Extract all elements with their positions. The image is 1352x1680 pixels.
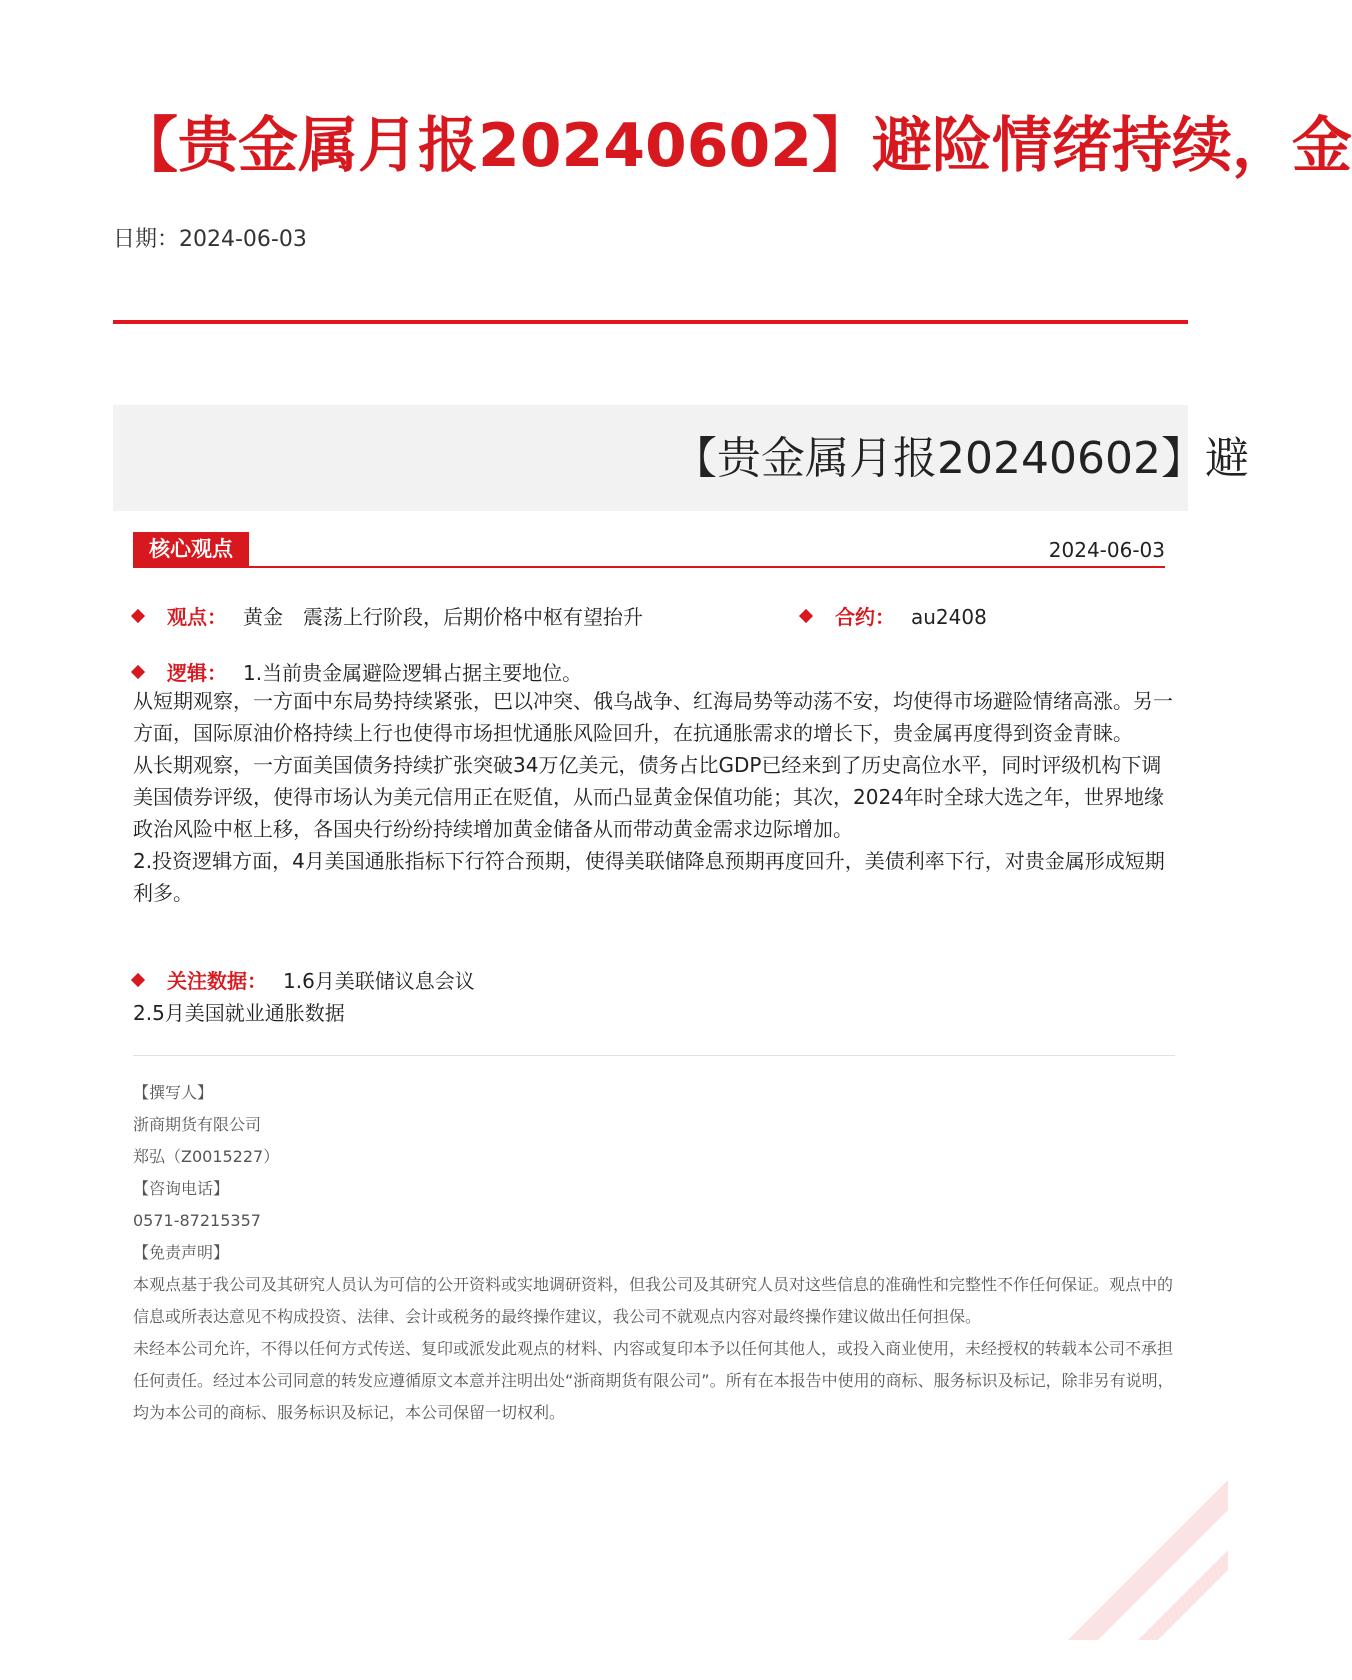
bullet-icon [131, 972, 145, 986]
logic-paragraph-short-term: 从短期观察，一方面中东局势持续紧张，巴以冲突、俄乌战争、红海局势等动荡不安，均使得市场避险情绪高涨。另一方面，国际原油价格持续上行也使得市场担忧通胀风险回升，在抗通胀需求的增长下，贵金属再度得到资金青睐。 [133, 689, 1173, 745]
watch-row [133, 965, 475, 994]
disclaimer-paragraph-1: 本观点基于我公司及其研究人员认为可信的公开资料或实地调研资料，但我公司及其研究人员对这些信息的准确性和完整性不作任何保证。观点中的信息或所表达意见不构成投资、法律、会计或税务的最终操作建议，我公司不就观点内容对最终操作建议做出任何担保。 [133, 1275, 1174, 1326]
contract-key: 合约： [835, 605, 895, 629]
disclaimer-paragraph-2: 未经本公司允许，不得以任何方式传送、复印或派发此观点的材料、内容或复印本予以任何其他人，或投入商业使用，未经授权的转载本公司不承担任何责任。经过本公司同意的转发应遵循原文本意并注明出处“浙商期货有限公司”。所有在本报告中使用的商标、服务标识及标记，除非另有说明，均为本公司的商标、服务标识及标记，本公司保留一切权利。 [133, 1339, 1174, 1422]
author-header: 【撰写人】 [133, 1083, 214, 1102]
title-divider [113, 320, 1188, 324]
section-bar [133, 532, 1165, 568]
logic-paragraph-long-term: 从长期观察，一方面美国债务持续扩张突破34万亿美元，债务占比GDP已经来到了历史高位水平，同时评级机构下调美国债券评级，使得市场认为美元信用正在贬值，从而凸显黄金保值功能；其次，2024年时全球大选之年，世界地缘政治风险中枢上移，各国央行纷纷持续增加黄金储备从而带动黄金需求边际增加。 [133, 753, 1164, 841]
logic-lead: 1.当前贵金属避险逻辑占据主要地位。 [243, 661, 583, 685]
footer-block [133, 1077, 1175, 1429]
footer-divider [133, 1055, 1175, 1056]
section-date: 2024-06-03 [1048, 538, 1165, 562]
phone-header: 【咨询电话】 [133, 1179, 230, 1198]
watch-item-2: 2.5月美国就业通胀数据 [133, 1001, 345, 1025]
view-value: 黄金 震荡上行阶段，后期价格中枢有望抬升 [243, 605, 643, 629]
watch-item-1: 1.6月美联储议息会议 [283, 969, 475, 993]
contract-row [801, 601, 987, 630]
phone-number: 0571-87215357 [133, 1211, 261, 1230]
author-name: 郑弘（Z0015227） [133, 1147, 280, 1166]
report-card [113, 405, 1249, 1680]
section-label: 核心观点 [133, 532, 249, 566]
watch-key: 关注数据： [167, 969, 267, 993]
view-key: 观点： [167, 605, 227, 629]
page-title: 【贵金属月报20240602】避险情绪持续，金 [118, 111, 1352, 181]
logic-row [133, 657, 582, 686]
bullet-icon [131, 608, 145, 622]
card-header [113, 405, 1249, 511]
card-title: 【贵金属月报20240602】避 [673, 433, 1249, 484]
contract-value: au2408 [911, 605, 987, 629]
bullet-icon [799, 608, 813, 622]
logic-body [133, 685, 1175, 909]
publish-date: 日期：2024-06-03 [113, 227, 307, 252]
view-row [133, 601, 643, 630]
disclaimer-header: 【免责声明】 [133, 1243, 230, 1262]
company-name: 浙商期货有限公司 [133, 1115, 262, 1134]
bullet-icon [131, 664, 145, 678]
logic-paragraph-investment: 2.投资逻辑方面，4月美国通胀指标下行符合预期，使得美联储降息预期再度回升，美债利率下行，对贵金属形成短期利多。 [133, 849, 1165, 905]
watermark-stripes [1028, 1440, 1228, 1640]
logic-key: 逻辑： [167, 661, 227, 685]
